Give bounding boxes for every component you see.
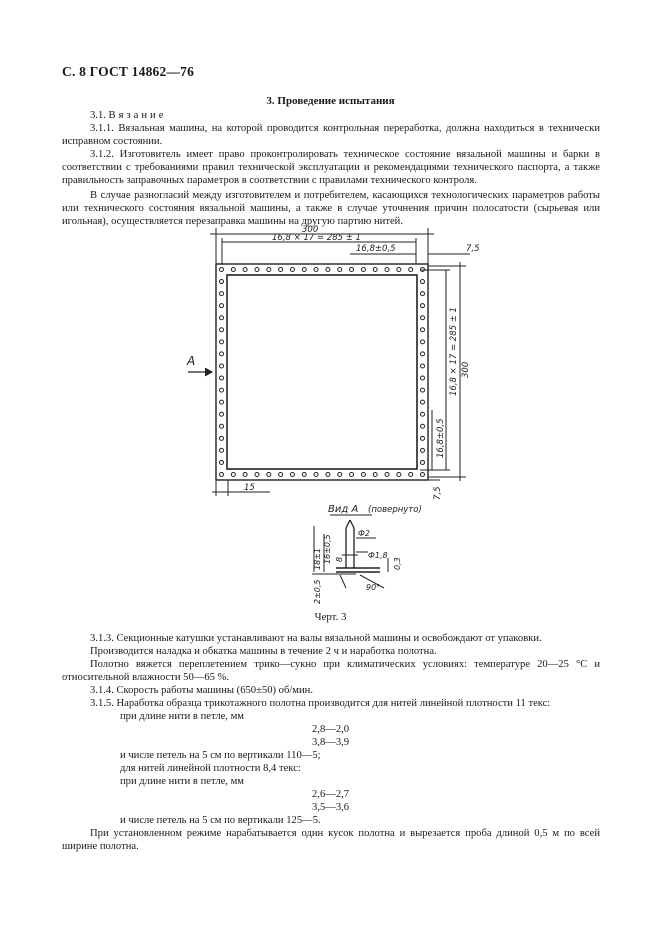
clause-3-1-1: 3.1.1. Вязальная машина, на которой проводится контрольная переработка, должна находиться в технически исправном состоянии. [62, 123, 600, 148]
frame-hole [314, 473, 318, 477]
frame-hole [220, 268, 224, 272]
frame-outer [216, 264, 428, 480]
dim-7-5-bottom: 7,5 [433, 486, 443, 500]
frame-hole [302, 268, 306, 272]
knitting-conditions-paragraph: Полотно вяжется переплетением трико—сукно при климатических условиях: температуре 20—25 °С и относительной влажности 50—65 %. [62, 659, 600, 684]
frame-hole [421, 473, 425, 477]
frame-hole [220, 316, 224, 320]
frame-hole [231, 268, 235, 272]
frame-hole [421, 316, 425, 320]
frame-hole [220, 448, 224, 452]
frame-hole [385, 473, 389, 477]
frame-hole [350, 268, 354, 272]
frame-hole [302, 473, 306, 477]
frame-hole [397, 268, 401, 272]
frame-hole [421, 328, 425, 332]
frame-hole [409, 268, 413, 272]
loop-length-value-1a: 2,8—2,0 [312, 724, 350, 735]
frame-hole [385, 268, 389, 272]
frame-hole [220, 460, 224, 464]
clause-3-1-5: 3.1.5. Наработка образца трикотажного полотна производится для нитей линейной плотности 11 текс: [90, 698, 551, 709]
frame-hole [220, 280, 224, 284]
frame-hole [220, 304, 224, 308]
dim-0-3: 0,3 [393, 557, 402, 570]
loop-count-2: и числе петель на 5 см по вертикали 125—5. [120, 815, 321, 826]
clause-3-1-4: 3.1.4. Скорость работы машины (650±50) об/мин. [90, 685, 313, 696]
dim-300-right: 300 [461, 361, 471, 378]
frame-hole [220, 352, 224, 356]
clause-3-1-3: 3.1.3. Секционные катушки устанавливают на валы вязальной машины и освобождают от упаковки. [90, 633, 542, 644]
thread-density-2: для нитей линейной плотности 8,4 текс: [120, 763, 301, 774]
frame-hole [243, 268, 247, 272]
loop-length-value-1b: 3,8—3,9 [312, 737, 350, 748]
dim-18: 18±1 [313, 548, 322, 570]
dim-phi-2: Ф2 [358, 529, 370, 538]
frame-hole [290, 473, 294, 477]
frame-hole [421, 352, 425, 356]
final-paragraph: При установленном режиме нарабатывается один кусок полотна и вырезается проба длиной 0,5 м по всей ширине полотна. [62, 828, 600, 853]
frame-hole [314, 268, 318, 272]
dim-16: 16±0,5 [323, 534, 332, 564]
frame-hole [421, 340, 425, 344]
frame-hole [373, 473, 377, 477]
view-a-label: Вид A [328, 504, 359, 515]
dim-2: 2±0,5 [313, 579, 322, 604]
dim-pitch-horizontal: 16,8 × 17 = 285 ± 1 [272, 233, 361, 243]
frame-hole [220, 292, 224, 296]
frame-hole [421, 292, 425, 296]
dim-15: 15 [244, 483, 255, 493]
loop-length-label-1: при длине нити в петле, мм [120, 711, 245, 722]
loop-count-1: и числе петель на 5 см по вертикали 110—5; [120, 750, 321, 761]
frame-holes [220, 268, 425, 477]
frame-hole [373, 268, 377, 272]
frame-hole [220, 388, 224, 392]
frame-hole [220, 473, 224, 477]
frame-hole [243, 473, 247, 477]
loop-length-label-2: при длине нити в петле, мм [120, 776, 245, 787]
frame-hole [220, 400, 224, 404]
page-header: С. 8 ГОСТ 14862—76 [62, 64, 195, 79]
setup-paragraph: Производится наладка и обкатка машины в течение 2 ч и наработка полотна. [90, 646, 437, 657]
section-title: 3. Проведение испытания [266, 95, 395, 107]
frame-hole [279, 268, 283, 272]
dim-300-top: 300 [302, 225, 319, 235]
loop-length-value-2a: 2,6—2,7 [312, 789, 350, 800]
frame-hole [421, 388, 425, 392]
frame-hole [338, 268, 342, 272]
frame-hole [290, 268, 294, 272]
frame-hole [220, 328, 224, 332]
frame-hole [220, 364, 224, 368]
dim-16-8-right: 16,8±0,5 [436, 418, 446, 458]
dim-angle-90: 90° [366, 583, 381, 592]
figure-3 [160, 222, 490, 610]
frame-hole [326, 268, 330, 272]
view-a-note: (повернуто) [368, 505, 422, 515]
frame-hole [421, 460, 425, 464]
clause-3-1-2: 3.1.2. Изготовитель имеет право проконтролировать техническое состояние вязальной машины и барки в соответствии с требованиями правил технической эксплуатации и рекомендациями технического паспорта, а также правильность заправочных параметров в соответствии с правилами технического контроля. [62, 149, 600, 187]
frame-hole [421, 412, 425, 416]
frame-hole [421, 364, 425, 368]
dim-phi-1-8: Ф1,8 [368, 551, 388, 560]
frame-hole [350, 473, 354, 477]
frame-hole [421, 280, 425, 284]
frame-hole [421, 436, 425, 440]
frame-hole [220, 340, 224, 344]
dim-16-8-top: 16,8±0,5 [356, 244, 396, 254]
frame-hole [421, 304, 425, 308]
clause-3-1-number: 3.1. [90, 110, 106, 121]
frame-hole [220, 424, 224, 428]
dim-7-5-top: 7,5 [466, 244, 480, 254]
frame-hole [409, 473, 413, 477]
frame-hole [421, 424, 425, 428]
frame-hole [220, 376, 224, 380]
clause-3-1 [62, 109, 600, 122]
frame-hole [267, 268, 271, 272]
frame-hole [338, 473, 342, 477]
dim-pitch-vertical: 16,8 × 17 = 285 ± 1 [449, 307, 459, 396]
frame-hole [220, 412, 224, 416]
frame-hole [397, 473, 401, 477]
frame-inner [227, 275, 417, 469]
frame-hole [361, 268, 365, 272]
frame-hole [255, 473, 259, 477]
frame-hole [326, 473, 330, 477]
frame-hole [421, 448, 425, 452]
frame-hole [361, 473, 365, 477]
frame-hole [231, 473, 235, 477]
dispute-paragraph: В случае разногласий между изготовителем и потребителем, касающихся технологических параметров работы или технического состояния вязальной машины, а также в случае уточнения причин полосатости (сырьевая или игольная), осуществляется перезаправка машины на другую партию нитей. [62, 190, 600, 228]
arrow-a-label: A [187, 354, 196, 368]
frame-hole [421, 400, 425, 404]
frame-hole [255, 268, 259, 272]
figure-caption: Черт. 3 [314, 611, 347, 623]
frame-hole [279, 473, 283, 477]
frame-hole [421, 376, 425, 380]
frame-hole [220, 436, 224, 440]
frame-hole [267, 473, 271, 477]
dim-8: 8 [335, 556, 344, 562]
clause-3-1-title: Вязание [108, 110, 167, 121]
loop-length-value-2b: 3,5—3,6 [312, 802, 350, 813]
